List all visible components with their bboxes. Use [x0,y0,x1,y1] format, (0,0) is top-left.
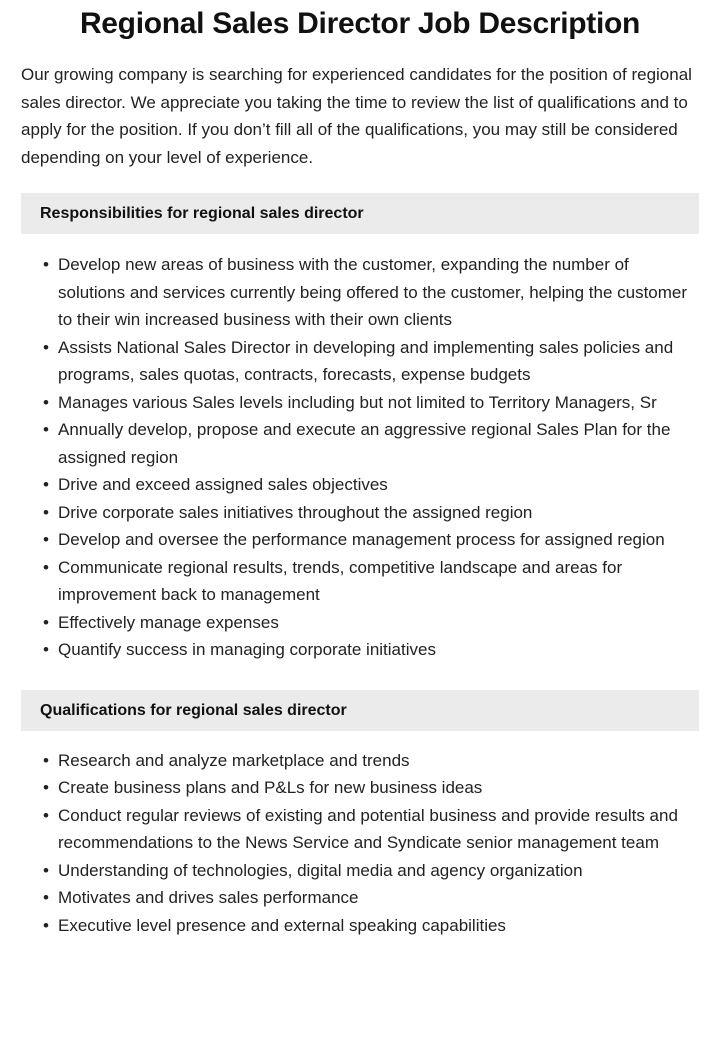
list-item-text: Manages various Sales levels including but not limited to Territory Managers, Sr [58,392,657,412]
list-item-text: Understanding of technologies, digital media and agency organization [58,860,583,880]
section-header-qualifications [21,690,699,731]
list-item-text: Quantify success in managing corporate initiatives [58,640,436,659]
list-item [21,554,699,609]
section-heading-label: Responsibilities for regional sales director [40,205,364,222]
list-item [21,389,699,417]
list-item-text: Conduct regular reviews of existing and potential business and provide results and recommendations to the News Service and Syndicate senior management team [58,805,678,852]
list-item [21,884,699,912]
list-item-text: Executive level presence and external speaking capabilities [58,915,506,935]
list-item-text: Motivates and drives sales performance [58,888,359,907]
bullet-icon: • [43,502,49,522]
list-item [21,857,699,885]
bullet-icon: • [43,640,49,659]
section-header-responsibilities [21,193,699,234]
section-qualifications [21,690,699,940]
list-item [21,747,699,775]
list-item [21,774,699,802]
bullet-icon: • [43,860,49,880]
list-item [21,471,699,499]
bullet-icon: • [43,888,49,907]
list-item-text: Create business plans and P&Ls for new business ideas [58,778,483,797]
bullet-icon: • [43,337,49,357]
list-item-text: Annually develop, propose and execute an aggressive regional Sales Plan for the assigned region [58,420,671,467]
list-item-text: Research and analyze marketplace and trends [58,750,410,770]
bullet-icon: • [43,255,49,274]
list-item-text: Effectively manage expenses [58,612,279,632]
section-heading-label: Qualifications for regional sales director [40,701,347,719]
list-item-text: Drive corporate sales initiatives throughout the assigned region [58,502,533,522]
list-item [21,912,699,940]
list-item [21,802,699,857]
intro-paragraph: Our growing company is searching for experienced candidates for the position of regional sales director. We appreciate you taking the time to review the list of qualifications and to apply for the position. If you don’t fill all of the qualifications, you may still be considered depending on your level of experience. [21,65,692,167]
list-item [21,609,699,637]
list-item [21,499,699,527]
bullet-icon: • [43,612,49,632]
section-responsibilities [21,193,699,664]
list-item-text: Develop and oversee the performance management process for assigned region [58,530,665,549]
bullet-icon: • [43,420,49,439]
bullet-icon: • [43,805,49,825]
page-title: Regional Sales Director Job Description [79,7,641,40]
list-item-text: Develop new areas of business with the customer, expanding the number of solutions and services currently being offered to the customer, helping the customer to their win increased business with their own clients [58,255,688,329]
bullet-icon: • [43,557,49,577]
list-item [21,636,699,664]
responsibilities-list [21,251,699,664]
job-description-document [0,7,720,939]
list-item-text: Communicate regional results, trends, competitive landscape and areas for improvement back to management [58,557,623,604]
bullet-icon: • [43,778,49,797]
list-item-text: Assists National Sales Director in developing and implementing sales policies and programs, sales quotas, contracts, forecasts, expense budgets [58,337,674,384]
list-item [21,416,699,471]
bullet-icon: • [43,392,49,412]
bullet-icon: • [43,475,49,494]
bullet-icon: • [43,530,49,549]
bullet-icon: • [43,750,49,770]
bullet-icon: • [43,915,49,935]
list-item [21,251,699,334]
list-item [21,526,699,554]
list-item [21,334,699,389]
qualifications-list [21,747,699,940]
list-item-text: Drive and exceed assigned sales objectives [58,475,388,494]
